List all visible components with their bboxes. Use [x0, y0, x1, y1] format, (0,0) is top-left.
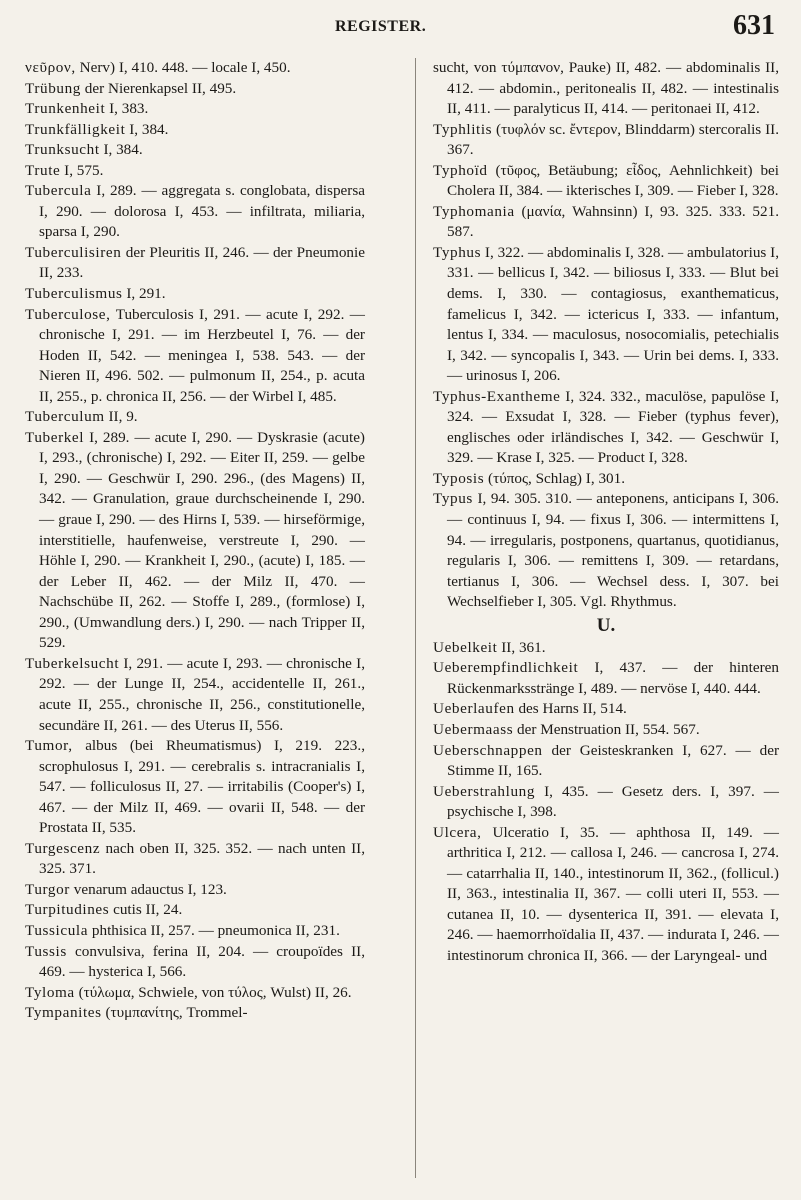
entry-text: der Menstruation II, 554. 567. — [513, 720, 700, 738]
entry-text: I, 384. — [125, 120, 169, 138]
index-entry — [25, 428, 365, 654]
entry-text: I, 322. — abdominalis I, 328. — ambulatorius I, 331. — bellicus I, 342. — biliosus I, 333. — Blut bei dems. I, 330. — contagiosus, exanthematicus, famelicus I, 342. — ictericus I, 333. — infantum, lentus I, 334. — maculosus, nosocomialis, petechialis I, 342. — syncopalis I, 343. — Urin bei dems. I, 333. — urinosus I, 206. — [447, 243, 779, 385]
index-column-right — [433, 58, 779, 967]
index-entry — [25, 1003, 365, 1024]
index-entry — [433, 699, 779, 720]
index-entry — [25, 880, 365, 901]
entry-text: I, 383. — [105, 100, 149, 118]
index-entry — [433, 720, 779, 741]
entry-headword: Tympanites — [25, 1004, 102, 1022]
entry-text: I, 384. — [99, 141, 143, 159]
index-entry — [25, 79, 365, 100]
entry-text: des Harns II, 514. — [514, 700, 627, 718]
entry-text: der Pleuritis II, 246. — der Pneumonie II, 233. — [39, 243, 365, 282]
entry-text: I, 575. — [60, 161, 104, 179]
entry-headword: Typosis — [433, 469, 485, 487]
entry-text: albus (bei Rheumatismus) I, 219. 223., scrophulosus I, 291. — cerebralis s. intracranialis I, 547. — folliculosus II, 27. — irritabilis (Cooper's) I, 467. — der Milz II, 469. — ovarii II, 548. — der Prostata II, 535. — [39, 737, 365, 837]
entry-text: I, 435. — Gesetz ders. I, 397. — psychische I, 398. — [447, 782, 779, 821]
index-entry — [433, 387, 779, 469]
entry-headword: Ueberlaufen — [433, 700, 515, 718]
entry-headword: Tuberculismus — [25, 285, 123, 303]
index-entry — [25, 921, 365, 942]
entry-text: (τυφλόν sc. ἔντερον, Blinddarm) stercoralis II. 367. — [447, 120, 779, 159]
entry-headword: Trunkfälligkeit — [25, 120, 126, 138]
entry-headword: Ueberschnappen — [433, 741, 543, 759]
entry-text: (μανία, Wahnsinn) I, 93. 325. 333. 521. 587. — [447, 202, 779, 241]
entry-text: I, 437. — der hinteren Rückenmarksstränge I, 489. — nervöse I, 440. 444. — [447, 659, 779, 697]
index-entry — [25, 305, 365, 408]
index-entry — [25, 654, 365, 736]
entry-text: venarum adauctus I, 123. — [69, 880, 227, 898]
entry-headword: Ulcera, — [433, 823, 482, 841]
entry-headword: Uebermaass — [433, 720, 514, 738]
entry-text: der Geisteskranken I, 627. — der Stimme II, 165. — [447, 741, 779, 780]
entry-headword: Tyloma — [25, 983, 75, 1001]
index-entry — [25, 181, 365, 243]
entry-text: convulsiva, ferina II, 204. — croupoïdes II, 469. — hysterica I, 566. — [39, 942, 365, 981]
entry-text: (τυμπανίτης, Trommel- — [101, 1004, 248, 1022]
index-entry — [25, 736, 365, 839]
entry-text: Nerv) I, 410. 448. — locale I, 450. — [75, 59, 291, 76]
entry-headword: Typhus — [433, 243, 482, 261]
index-entry — [25, 99, 365, 120]
index-entry — [433, 120, 779, 161]
index-entry — [433, 489, 779, 612]
entry-text: cutis II, 24. — [109, 901, 183, 919]
index-entry — [433, 243, 779, 387]
entry-headword: Ueberempfindlichkeit — [433, 659, 579, 677]
index-entry — [25, 284, 365, 305]
entry-headword: Tussis — [25, 942, 67, 960]
section-letter: U. — [596, 614, 616, 636]
entry-text: phthisica II, 257. — pneumonica II, 231. — [88, 921, 340, 939]
entry-headword: Typhoïd — [433, 161, 488, 179]
entry-headword: Tussicula — [25, 921, 89, 939]
entry-text: (τύπος, Schlag) I, 301. — [484, 469, 626, 487]
entry-text: I, 291. — acute I, 293. — chronische I, 292. — der Lunge II, 254., accidentelle II, 261., acute II, 255., chronische II, 256., constitutionelle, secundäre II, 261. — des Uterus II, 556. — [39, 654, 365, 734]
entry-text: I, 324. 332., maculöse, papulöse I, 324. — Exsudat I, 328. — Fieber (typhus fever), englisches oder irländisches I, 342. — Geschwür I, 329. — Krase I, 325. — Product I, 328. — [447, 387, 779, 467]
page-number: 631 — [733, 10, 775, 41]
column-divider — [415, 58, 416, 1178]
entry-headword: Turgescenz — [25, 839, 101, 857]
index-entry — [25, 942, 365, 983]
entry-text: Tuberculosis I, 291. — acute I, 292. — chronische I, 291. — im Herzbeutel I, 76. — der Hoden II, 542. — meningea I, 538. 543. — der Nieren II, 496. 502. — pulmonum II, 254., p. acuta II, 255., p. chronica II, 256. — der Wirbel I, 485. — [39, 305, 365, 405]
entry-headword: Typus — [433, 490, 473, 508]
entry-text: (τύλωμα, Schwiele, von τύλος, Wulst) II, 26. — [74, 983, 352, 1001]
entry-headword: Tubercula — [25, 182, 92, 200]
index-entry — [433, 782, 779, 823]
entry-headword: Uebelkeit — [433, 638, 498, 656]
entry-headword: Tuberculum — [25, 408, 105, 426]
index-entry — [25, 243, 365, 284]
entry-headword: Tumor, — [25, 737, 73, 755]
entry-headword: Trute — [25, 161, 61, 179]
entry-text: I, 289. — aggregata s. conglobata, dispersa I, 290. — dolorosa I, 453. — infiltrata, miliaria, sparsa I, 290. — [39, 182, 365, 241]
entry-text: sucht, von τύμπανον, Pauke) II, 482. — abdominalis II, 412. — abdomin., peritonealis II, 482. — intestinalis II, 411. — paralyticus II, 414. — peritonaei II, 412. — [433, 59, 779, 118]
entry-headword: νεῦρον, — [25, 59, 76, 76]
entry-text: der Nierenkapsel II, 495. — [80, 79, 237, 97]
index-entry — [433, 741, 779, 782]
entry-headword: Typhus-Exantheme — [433, 387, 561, 405]
entry-headword: Tuberkelsucht — [25, 654, 120, 672]
entry-headword: Typhomania — [433, 202, 515, 220]
entry-text: Ulceratio I, 35. — aphthosa II, 149. — arthritica I, 212. — callosa I, 246. — cancrosa I, 274. — catarrhalia II, 140., intestinorum II, 362., (follicul.) II, 363., intestinalia II, 367. — colli uteri II, 553. — cutanea II, 10. — dysenterica II, 391. — elevata I, 246. — haemorrhoïdalia II, 437. — indurata I, 246. — intestinorum chronica II, 366. — der Laryngeal- und — [447, 823, 779, 964]
entry-headword: Typhlitis — [433, 120, 493, 138]
index-entry — [433, 202, 779, 243]
entry-text: II, 361. — [497, 638, 546, 656]
entry-text: I, 289. — acute I, 290. — Dyskrasie (acute) I, 293., (chronische) I, 292. — Eiter II, 259. — gelbe I, 290. — Geschwür I, 290. 296., (des Magens) II, 342. — Granulation, graue durchscheinende I, 290. — graue I, 290. — des Hirns I, 539. — hirseförmige, interstitielle, haufenweise, verstreute I, 290. — Höhle I, 290. — Krankheit I, 290., (acute) I, 185. — der Leber II, 462. — der Milz II, 470. — Nachschübe II, 262. — Stoffe I, 289., (formlose) I, 290., (Umwandlung ders.) I, 290. — nach Tripper II, 529. — [39, 428, 365, 652]
entry-text: I, 94. 305. 310. — anteponens, anticipans I, 306. — continuus I, 94. — fixus I, 306. — intermittens I, 94. — irregularis, postponens, quartanus, quotidianus, regularis I, 306. — remittens I, 309. — retardans, tertianus I, 306. — Wechsel dess. I, 307. bei Wechselfieber I, 305. Vgl. Rhythmus. — [447, 490, 779, 611]
entry-headword: Turpitudines — [25, 901, 110, 919]
entry-headword: Trunkenheit — [25, 100, 106, 118]
index-entry — [25, 983, 365, 1004]
entry-text: II, 9. — [104, 408, 138, 426]
index-entry — [433, 161, 779, 202]
index-entry — [25, 161, 365, 182]
index-entry — [433, 58, 779, 120]
entry-headword: Ueberstrahlung — [433, 782, 536, 800]
index-entry — [433, 469, 779, 490]
entry-text: (τῦφος, Betäubung; εἶδος, Aehnlichkeit) bei Cholera II, 384. — ikterisches I, 309. — Fieber I, 328. — [447, 161, 779, 200]
index-entry — [433, 823, 779, 967]
entry-text: I, 291. — [122, 285, 166, 303]
entry-headword: Tuberculisiren — [25, 243, 122, 261]
entry-headword: Tuberculose, — [25, 305, 111, 323]
entry-headword: Turgor — [25, 880, 70, 898]
index-entry — [25, 900, 365, 921]
index-entry — [25, 839, 365, 880]
running-head: REGISTER. — [335, 18, 427, 35]
entry-text: nach oben II, 325. 352. — nach unten II, 325. 371. — [39, 839, 365, 878]
index-entry — [25, 58, 365, 79]
index-entry — [433, 658, 779, 699]
index-entry — [25, 120, 365, 141]
index-column-left — [25, 58, 365, 1024]
entry-headword: Trübung — [25, 79, 81, 97]
entry-headword: Tuberkel — [25, 428, 85, 446]
index-entry — [25, 140, 365, 161]
index-entry — [25, 407, 365, 428]
page-header — [0, 10, 801, 44]
entry-headword: Trunksucht — [25, 141, 100, 159]
index-entry — [433, 638, 779, 659]
